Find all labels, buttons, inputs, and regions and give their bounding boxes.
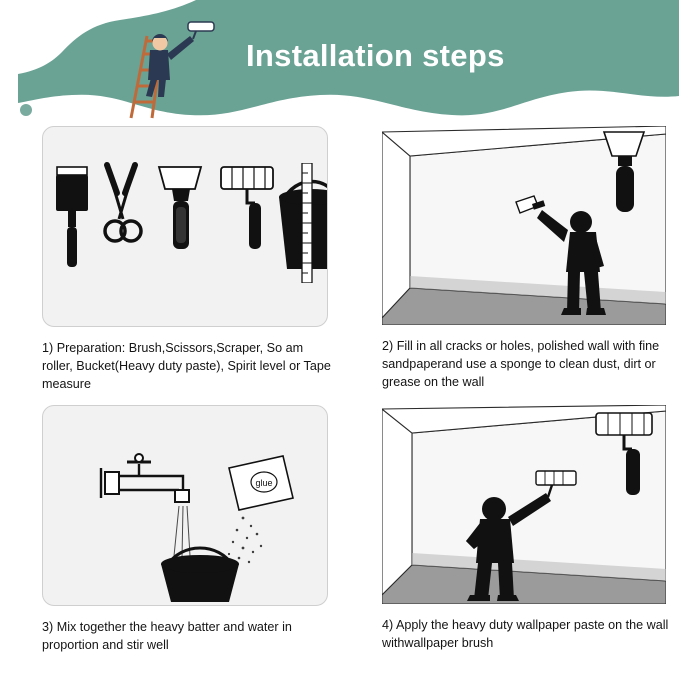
step-1 — [0, 118, 340, 397]
header-banner — [0, 0, 679, 120]
scissors-icon — [105, 165, 141, 241]
scraper-icon — [159, 167, 201, 249]
step-2 — [340, 118, 679, 397]
step-4-caption: 4) Apply the heavy duty wallpaper paste on the wall withwallpaper brush — [382, 618, 669, 650]
paint-roller-icon — [221, 167, 273, 249]
step-3-caption: 3) Mix together the heavy batter and water in proportion and stir well — [42, 620, 292, 652]
glue-bag-icon — [229, 456, 293, 510]
brush-icon — [56, 167, 88, 267]
steps-grid — [0, 118, 679, 658]
applying-paste-illustration — [382, 405, 666, 604]
svg-text:glue: glue — [255, 478, 273, 488]
tools-illustration — [42, 126, 328, 327]
step-3 — [0, 397, 340, 658]
ruler-icon — [299, 163, 315, 283]
bucket-icon — [161, 548, 239, 602]
step-1-caption: 1) Preparation: Brush,Scissors,Scraper, So am roller, Bucket(Heavy duty paste), Spirit level or Tape measure — [42, 341, 331, 391]
step-2-caption: 2) Fill in all cracks or holes, polished wall with fine sandpaperand use a sponge to clean dust, dirt or grease on the wall — [382, 339, 660, 389]
step-4 — [340, 397, 679, 658]
mixing-paste-illustration — [42, 405, 328, 606]
page-title: Installation steps — [246, 38, 505, 73]
faucet-icon — [101, 454, 189, 502]
wall-sanding-illustration — [382, 126, 666, 325]
powder-particles — [228, 517, 262, 564]
